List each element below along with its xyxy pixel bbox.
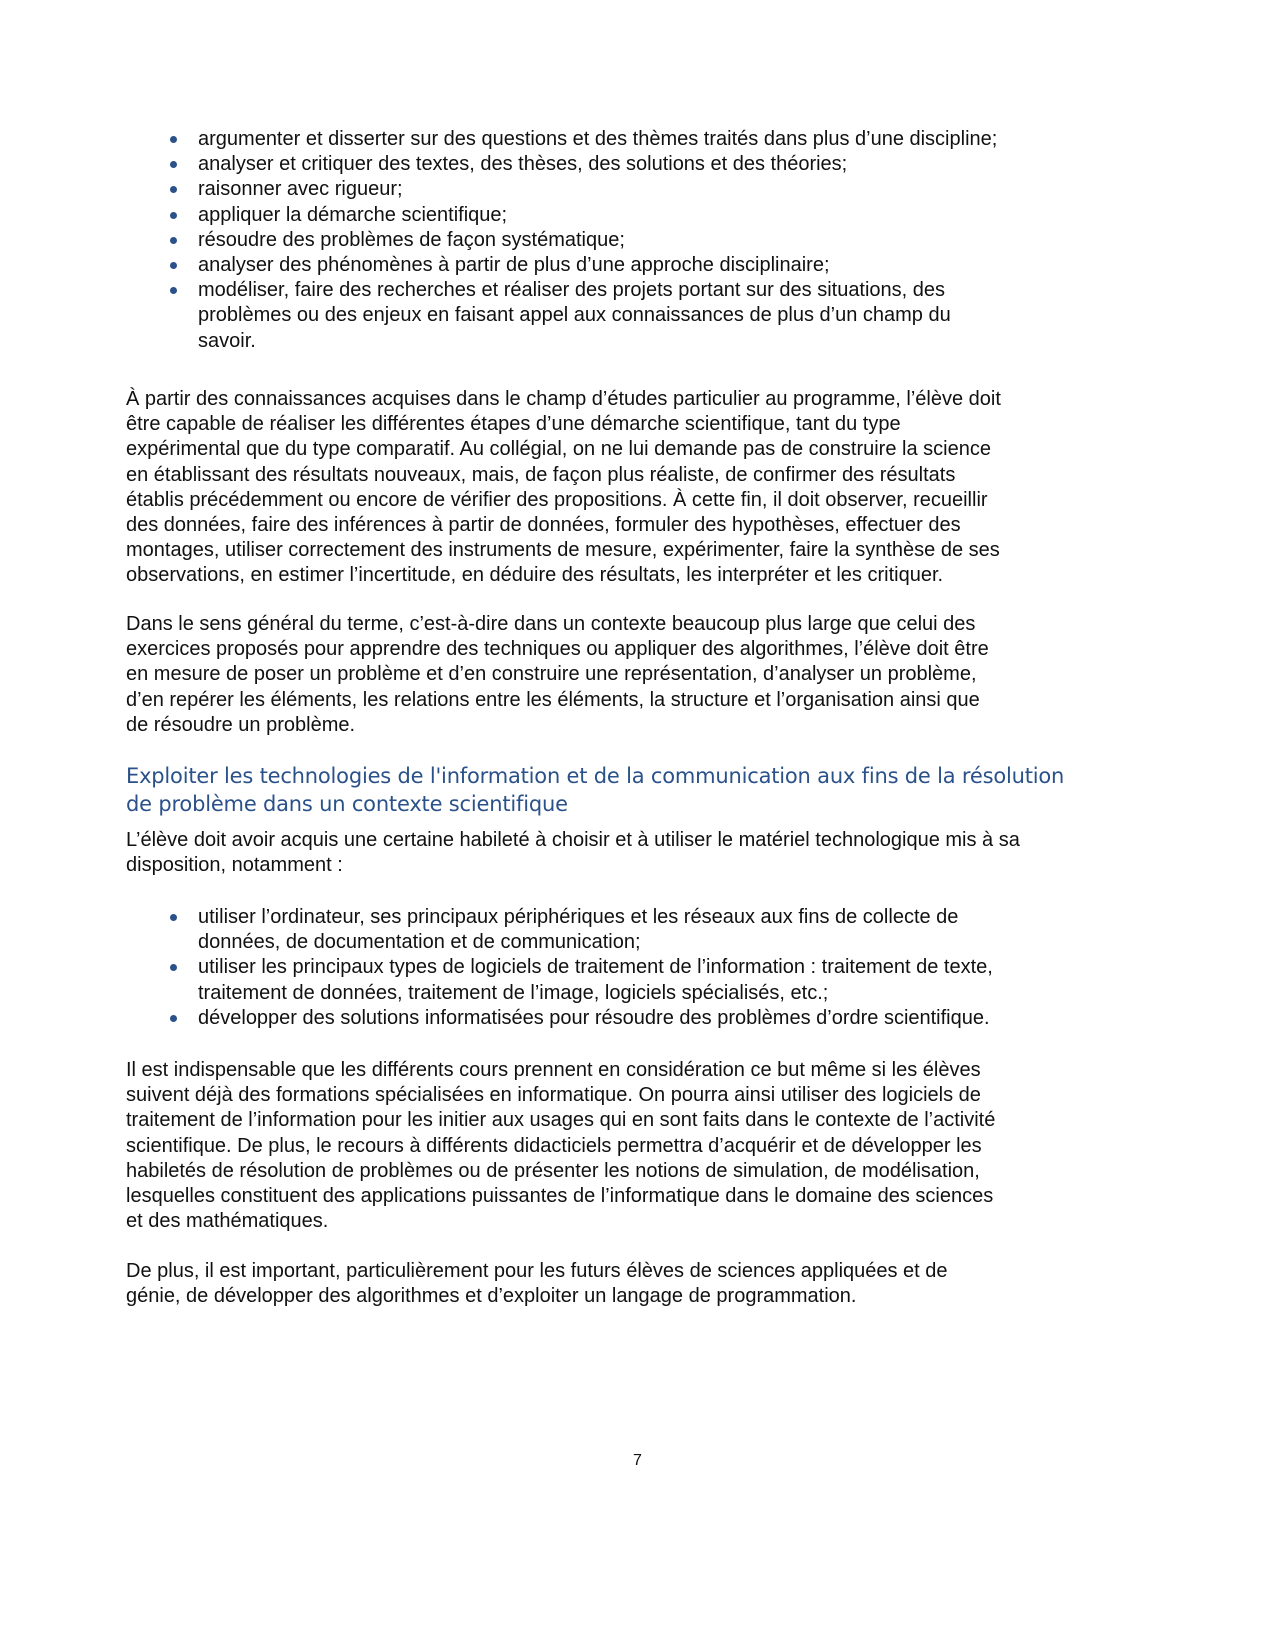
paragraph-programming	[126, 1259, 1126, 1309]
text-line: montages, utiliser correctement des instruments de mesure, expérimenter, faire la synthèse de ses	[126, 539, 1000, 562]
list-item-text: données, de documentation et de communication;	[198, 931, 641, 954]
list-item-text: traitement de données, traitement de l’image, logiciels spécialisés, etc.;	[198, 981, 829, 1004]
text-line: établis précédemment ou encore de vérifier des propositions. À cette fin, il doit observer, recueillir	[126, 488, 988, 511]
list-item-text: analyser des phénomènes à partir de plus d’une approche disciplinaire;	[198, 253, 830, 276]
text-line: Il est indispensable que les différents cours prennent en considération ce but même si les élèves	[126, 1059, 981, 1081]
list-item-text: utiliser l’ordinateur, ses principaux périphériques et les réseaux aux fins de collecte de	[198, 906, 959, 928]
list-item-text: appliquer la démarche scientifique;	[198, 203, 508, 226]
bullet-icon	[170, 964, 177, 971]
text-line: génie, de développer des algorithmes et d’exploiter un langage de programmation.	[126, 1285, 857, 1308]
list-item-text: modéliser, faire des recherches et réaliser des projets portant sur des situations, des	[198, 279, 946, 302]
list-item	[126, 278, 1126, 354]
text-line: traitement de l’information pour les initier aux usages qui en sont faits dans le contexte de l’activité	[126, 1109, 996, 1132]
list-item	[126, 177, 1126, 202]
text-line: d’en repérer les éléments, les relations entre les éléments, la structure et l’organisation ainsi que	[126, 688, 980, 711]
list-item	[126, 253, 1126, 278]
bullet-icon	[170, 136, 177, 143]
paragraph-scientific-method	[126, 387, 1126, 589]
bullet-icon	[170, 212, 177, 219]
text-line: scientifique. De plus, le recours à différents didacticiels permettra d’acquérir et de développer les	[126, 1134, 982, 1157]
paragraph-technology-intro	[126, 828, 1126, 878]
page-number: 7	[633, 1452, 642, 1469]
paragraph-indispensable	[126, 1058, 1126, 1234]
bullet-icon	[170, 287, 177, 294]
text-line: disposition, notamment :	[126, 854, 343, 877]
text-line: des données, faire des inférences à partir de données, formuler des hypothèses, effectuer des	[126, 513, 961, 536]
text-line: De plus, il est important, particulièrement pour les futurs élèves de sciences appliquées et de	[126, 1260, 948, 1282]
list-item	[126, 127, 1126, 152]
text-line: habiletés de résolution de problèmes ou de présenter les notions de simulation, de modélisation,	[126, 1159, 980, 1182]
text-line: À partir des connaissances acquises dans le champ d’études particulier au programme, l’élève doit	[126, 388, 1001, 410]
text-line: et des mathématiques.	[126, 1210, 329, 1233]
text-line: Dans le sens général du terme, c’est-à-dire dans un contexte beaucoup plus large que celui des	[126, 613, 976, 635]
list-item	[126, 905, 1126, 955]
list-item	[126, 203, 1126, 228]
text-line: observations, en estimer l’incertitude, en déduire des résultats, les interpréter et les critiquer.	[126, 564, 944, 587]
text-line: exercices proposés pour apprendre des techniques ou appliquer des algorithmes, l’élève doit être	[126, 638, 989, 661]
text-line: en établissant des résultats nouveaux, mais, de façon plus réaliste, de confirmer des résultats	[126, 463, 956, 486]
list-item-text: résoudre des problèmes de façon systématique;	[198, 228, 625, 251]
text-line: Exploiter les technologies de l'information et de la communication aux fins de la résolution	[126, 764, 1065, 788]
bullet-list-technology	[126, 905, 1126, 1031]
list-item	[126, 228, 1126, 253]
list-item	[126, 955, 1126, 1005]
bullet-list-skills	[126, 127, 1126, 354]
list-item-text: développer des solutions informatisées pour résoudre des problèmes d’ordre scientifique.	[198, 1006, 990, 1029]
list-item-text: argumenter et disserter sur des questions et des thèmes traités dans plus d’une discipline;	[198, 128, 998, 150]
bullet-icon	[170, 161, 177, 168]
list-item-text: analyser et critiquer des textes, des thèses, des solutions et des théories;	[198, 153, 848, 176]
bullet-icon	[170, 262, 177, 269]
paragraph-problem-solving	[126, 612, 1126, 738]
text-line: L’élève doit avoir acquis une certaine habileté à choisir et à utiliser le matériel technologique mis à sa	[126, 829, 1020, 851]
bullet-icon	[170, 237, 177, 244]
text-line: suivent déjà des formations spécialisées en informatique. On pourra ainsi utiliser des logiciels de	[126, 1084, 981, 1107]
section-heading	[126, 762, 1126, 818]
bullet-icon	[170, 914, 177, 921]
list-item-text: problèmes ou des enjeux en faisant appel aux connaissances de plus d’un champ du	[198, 304, 951, 327]
bullet-icon	[170, 1015, 177, 1022]
text-line: être capable de réaliser les différentes étapes d’une démarche scientifique, tant du type	[126, 413, 901, 436]
text-line: de problème dans un contexte scientifique	[126, 792, 568, 816]
list-item	[126, 152, 1126, 177]
list-item-text: raisonner avec rigueur;	[198, 178, 403, 201]
text-line: expérimental que du type comparatif. Au collégial, on ne lui demande pas de construire la science	[126, 438, 991, 461]
list-item-text: savoir.	[198, 329, 256, 352]
text-line: de résoudre un problème.	[126, 713, 356, 736]
list-item-text: utiliser les principaux types de logiciels de traitement de l’information : traitement de texte,	[198, 956, 993, 979]
list-item	[126, 1006, 1126, 1031]
text-line: lesquelles constituent des applications puissantes de l’informatique dans le domaine des sciences	[126, 1184, 994, 1207]
text-line: en mesure de poser un problème et d’en construire une représentation, d’analyser un problème,	[126, 663, 977, 686]
bullet-icon	[170, 186, 177, 193]
